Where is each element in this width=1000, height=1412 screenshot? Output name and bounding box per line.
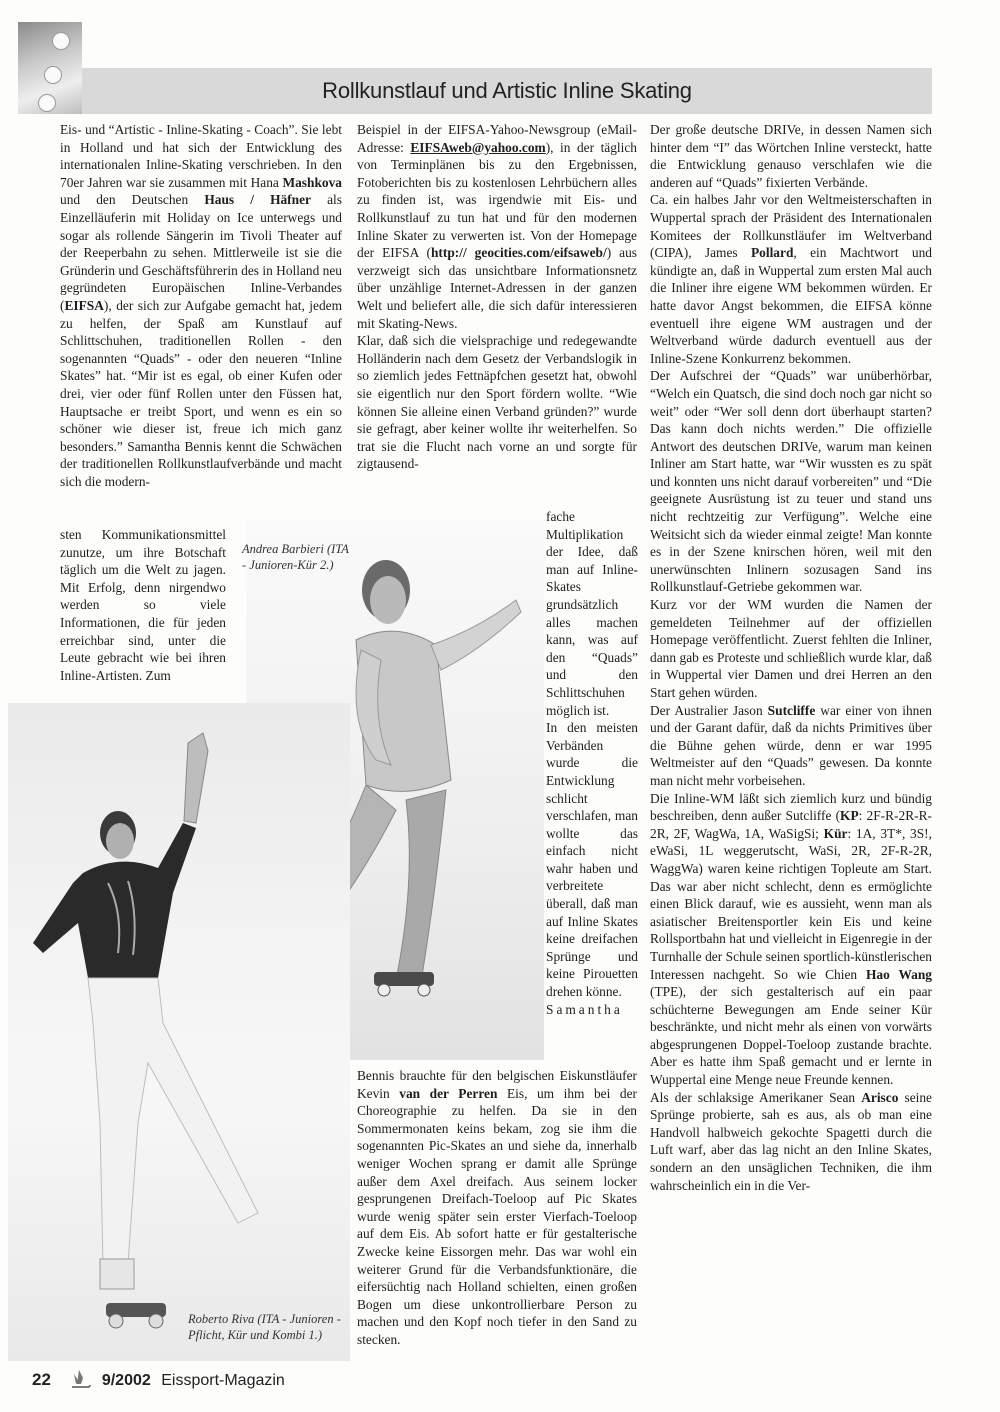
paragraph: sten Kommunikationsmittel zunutze, um ihre Botschaft täglich um die Welt zu jagen. Mit Erfolg, denn nirgendwo werden so viele Informationen, die für jeden erreichbar sind, unter die Leute gebracht wie bei ihren Inline-Artisten. Zum xyxy=(60,527,226,683)
paragraph: Kurz vor der WM wurden die Namen der gemeldeten Teilnehmer auf der offiziellen Homepage veröffentlicht. Zuerst fehlten die Inliner, dann gab es Proteste und schließlich wurde klar, daß in Wuppertal vier Damen und drei Herren an den Start gehen würden. xyxy=(650,597,932,700)
name-eifsa: EIFSA xyxy=(64,297,104,313)
caption-roberto-riva: Roberto Riva (ITA - Junioren - Pflicht, Kür und Kombi 1.) xyxy=(188,1312,341,1342)
header-skate-photo xyxy=(18,22,82,114)
paragraph: Eis- und “Artistic - Inline-Skating - Coach”. Sie lebt in Holland und hat sich der Entwicklung des internationalen Inline-Skating verschrieben. In den 70er Jahren war sie zusammen mit Hana Mashkova und den Deutschen Haus / Häfner als Einzelläuferin mit Holiday on Ice unterwegs und sogar als rollende Sängerin im Tivoli Theater auf der Reeperbahn zu sehen. Mittlerweile ist sie die Gründerin und Geschäftsführerin des in Holland neu gegründeten Europäischen Inline-Verbandes (EIFSA), der sich zur Aufgabe gemacht hat, jedem zu helfen, der Spaß am Kunstlauf auf Schlittschuhen, traditionellen Rollen - den sogenannten “Quads” - oder den neueren “Inline Skates” hat. “Mir ist es egal, ob einer Kufen oder drei, vier oder fünf Rollen unter den Füssen hat, Hauptsache er treibt Sport, und wenn es ein so schöner wie dieser ist, freue ich mich ganz besonders.” Samantha Bennis kennt die Schwächen der traditionellen Rollkunstlaufverbände und macht sich die modern- xyxy=(60,122,342,489)
skate-wheel-icon xyxy=(44,66,62,84)
page-number: 22 xyxy=(32,1370,51,1389)
name-haus-haefner: Haus / Häfner xyxy=(204,192,311,208)
paragraph: Klar, daß sich die vielsprachige und redegewandte Holländerin nach dem Gesetz der Verbandslogik in so ziemlich jedes Fettnäpfchen gesetzt hat, obwohl sie eigentlich nur den Sport fördern wollte. “Wie können Sie alleine einen Verband gründen?” wurde sie gefragt, aber keiner wollte ihr weiterhelfen. So trat sie die Flucht nach vorne an und sorgte für zigtausend- xyxy=(357,333,637,472)
paragraph: Der Australier Jason Sutcliffe war einer von ihnen und der Garant dafür, daß da nichts Primitives über die Bühne gehen würde, denn er war 1995 Weltmeister auf den “Quads” gewesen. Da konnte man nicht mehr vorbeisehen. xyxy=(650,702,932,788)
name-mashkova: Mashkova xyxy=(282,174,342,190)
paragraph: Samantha xyxy=(546,1001,623,1017)
issue-number: 9/2002 xyxy=(101,1372,151,1389)
skate-wheel-icon xyxy=(52,32,70,50)
homepage-link[interactable]: http:// geocities.com/eifsaweb/ xyxy=(430,245,607,261)
name-hao-wang: Hao Wang xyxy=(866,966,932,982)
paragraph: Ca. ein halbes Jahr vor den Weltmeisterschaften in Wuppertal sprach der Präsident des Internationalen Komitees der Rollkunstläufer im Weltverband (CIPA), James Pollard, ein Machtwort und kündigte an, daß in Wuppertal zum ersten Mal auch die Inliner ihre eigene WM bekommen würden. Er hatte davor Angst bekommen, die EIFSA könne eventuell ihre eigene WM austragen und der Weltverband würde dadurch eventuell aus der Inline-Szene Konkurrenz bekommen. xyxy=(650,192,932,366)
column-1 xyxy=(60,121,342,490)
name-van-der-perren: van der Perren xyxy=(399,1085,498,1101)
column-2-bottom xyxy=(357,1067,637,1349)
page-title: Rollkunstlauf und Artistic Inline Skating xyxy=(322,78,692,103)
name-sutcliffe: Sutcliffe xyxy=(767,702,816,718)
email-link[interactable]: EIFSAweb@yahoo.com xyxy=(410,139,546,155)
column-1-narrow xyxy=(60,526,226,684)
paragraph: Der Aufschrei der “Quads” war unüberhörbar, “Welch ein Quatsch, die sind doch noch gar nicht so weit” oder “Wer soll denn dort überhaupt starten? Das kann doch nichts werden.” Die offizielle Antwort des deutschen DRIVe, warum man keinen Inliner am Start hatte, war “Wir wussten es zu spät und konnten uns nicht darauf vorbereiten” und “Die geeignete Ausrüstung ist zu teuer und stand uns nicht rechtzeitig zur Verfügung”. Welche eine Weitsicht sich da wieder einmal zeigte! Man konnte es in der Szene knirschen hören, weil mit den unerwünschten Inlinern sozusagen Sand ins Rollkunstlauf-Getriebe gekommen war. xyxy=(650,368,932,595)
paragraph: fache Multiplikation der Idee, daß man auf Inline-Skates grundsätzlich alles machen kann, was auf den “Quads” und den Schlittschuhen möglich ist. xyxy=(546,509,638,718)
skate-wheel-icon xyxy=(38,94,56,112)
name-arisco: Arisco xyxy=(861,1089,899,1105)
paragraph: In den meisten Verbänden wurde die Entwicklung schlicht verschlafen, man wollte das einfach nicht wahr haben und verbreitete überall, daß man auf Inline Skates keine dreifachen Sprünge und keine Pirouetten drehen könne. xyxy=(546,720,638,1000)
skate-logo-icon xyxy=(69,1368,91,1390)
column-3 xyxy=(650,121,932,1194)
photo-roberto-riva xyxy=(8,703,350,1361)
magazine-name: Eissport-Magazin xyxy=(161,1372,285,1389)
caption-andrea-barbieri: Andrea Barbieri (ITA - Junioren-Kür 2.) xyxy=(242,542,349,572)
paragraph: Als der schlaksige Amerikaner Sean Arisco seine Sprünge probierte, sah es aus, als ob man eine Handvoll halbweich gekochte Spagetti durch die Luft warf, aber das lag nicht an den Inline Skates, sondern an den unsäglichen Techniken, die ihm wahrscheinlich ein in die Ver- xyxy=(650,1089,932,1193)
paragraph: Beispiel in der EIFSA-Yahoo-Newsgroup (eMail-Adresse: EIFSAweb@yahoo.com), in der täglich von Terminplänen bis zu den Ergebnissen, Fotoberichten bis zu kostenlosen Lehrbüchern alles zu finden ist, was irgendwie mit Eis- und Rollkunstlauf zu tun hat und für den modernen Inline Skater zu verwerten ist. Von der Homepage der EIFSA (http:// geocities.com/eifsaweb/) aus verzweigt sich das unsichtbare Informationsnetz über unzählige Internet-Adressen in der ganzen Welt und beliefert alle, die sich dafür interessieren mit Skating-News. xyxy=(357,122,638,331)
paragraph: Bennis brauchte für den belgischen Eiskunstläufer Kevin van der Perren Eis, um ihm bei der Choreographie zu helfen. Da sie in den Sommermonaten keins bekam, zog sie ihm die sogenannten Pic-Skates an und siehe da, innerhalb weniger Wochen sprang er damit alle Sprünge außer dem Axel dreifach. Aus seinem locker gesprungenen Dreifach-Toeloop auf Pic Skates wurde wenig später sein erster Vierfach-Toeloop auf dem Eis. Ab sofort hatte er für gestalterische Zwecke keine Eissorgen mehr. Das war wohl ein weiterer Grund für die Verbandsfunktionäre, die eifersüchtig nach Holland schielten, einen großen Bogen um diese unkontrollierbare Person zu machen und den Kopf noch tiefer in den Sand zu stecken. xyxy=(357,1068,637,1347)
paragraph: Die Inline-WM läßt sich ziemlich kurz und bündig beschreiben, denn außer Sutcliffe (KP: 2F-R-2R-R-2R, 2F, WagWa, 1A, WaSigSi; Kür: 1A, 3T*, 3S!, eWaSi, 1L weggerutscht, WaSi, 2R, 2F-R-2R, WaggWa) waren keine richtigen Topleute am Start. Das war aber nicht schlecht, denn es ermöglichte einen Blick darauf, wie es aussieht, wenn man als asiatischer Breitensportler kein Eis und keine Rollsportbahn hat und vielleicht in Eigenregie in der Turnhalle der Schule seinen sportlich-künstlerischen Interessen nachgeht. So wie Chien Hao Wang (TPE), der sich gestalterisch auf ein paar schüchterne Bewegungen am Ende seiner Kür beschränkte, und nicht mehr als einen von vorwärts abgesprungenen Doppel-Toeloop zustande brachte. Aber es hatte ihm Spaß gemacht und er lernte in Wuppertal eine Menge neue Freunde kennen. xyxy=(650,790,932,1088)
name-pollard: Pollard xyxy=(750,245,794,261)
page-footer xyxy=(32,1368,285,1390)
paragraph: Der große deutsche DRIVe, in dessen Namen sich hinter dem “I” das Wörtchen Inline versteckt, hatte die Entwicklung genauso verschlafen wie die anderen auf “Quads” fixierten Verbände. xyxy=(650,122,932,190)
column-2-narrow xyxy=(546,508,638,1018)
column-2 xyxy=(357,121,637,473)
